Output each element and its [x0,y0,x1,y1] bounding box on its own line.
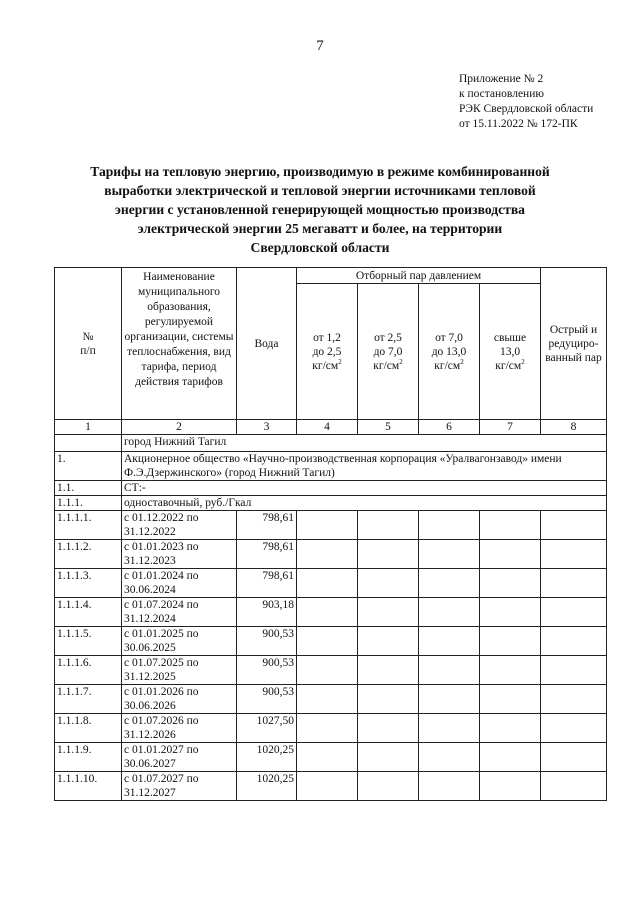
document-title [60,162,580,257]
period: с 01.07.2024 по 31.12.2024 [122,598,237,627]
row-number: 1.1.1. [55,496,122,511]
title-line: энергии с установленной генерирующей мощностью производства [115,202,525,217]
table-row [55,598,607,627]
water-value: 798,61 [237,511,297,540]
row-number: 1.1.1.5. [55,627,122,656]
table-row [55,714,607,743]
tariffs-table [54,267,607,801]
city-name: город Нижний Тагил [122,435,607,452]
column-number: 7 [480,420,541,435]
system-row [55,481,607,496]
row-number: 1.1.1.7. [55,685,122,714]
header-steam-4: свыше 13,0 $кг/см^2$ [480,284,541,420]
header-name: Наименование муниципального образования, регулируемой организации, системы теплоснабжения, вид тарифа, период действия тарифов [122,268,237,420]
city-row [55,435,607,452]
appendix-line: к постановлению [459,88,544,100]
tariff-type-row [55,496,607,511]
table-row [55,685,607,714]
row-number: 1.1.1.9. [55,743,122,772]
column-numbers-row [55,420,607,435]
row-number: 1.1.1.3. [55,569,122,598]
period: с 01.12.2022 по 31.12.2022 [122,511,237,540]
water-value: 798,61 [237,569,297,598]
period: с 01.07.2027 по 31.12.2027 [122,772,237,801]
water-value: 798,61 [237,540,297,569]
table-row [55,511,607,540]
column-number: 6 [419,420,480,435]
period: с 01.07.2025 по 31.12.2025 [122,656,237,685]
column-number: 1 [55,420,122,435]
header-water: Вода [237,268,297,420]
header-steam-group: Отборный пар давлением [297,268,541,284]
period: с 01.01.2023 по 31.12.2023 [122,540,237,569]
row-number: 1. [55,452,122,481]
column-number: 4 [297,420,358,435]
appendix-line: от 15.11.2022 № 172-ПК [459,118,578,130]
row-number: 1.1.1.10. [55,772,122,801]
row-number: 1.1.1.1. [55,511,122,540]
tariff-type: одноставочный, руб./Гкал [122,496,607,511]
water-value: 1020,25 [237,743,297,772]
period: с 01.01.2025 по 30.06.2025 [122,627,237,656]
organization-name: Акционерное общество «Научно-производственная корпорация «Уралвагонзавод» имени Ф.Э.Дзержинского» (город Нижний Тагил) [122,452,607,481]
table-row [55,627,607,656]
title-line: Свердловской области [250,240,390,255]
column-number: 5 [358,420,419,435]
title-line: выработки электрической и тепловой энергии источниками тепловой [104,183,536,198]
column-number: 3 [237,420,297,435]
table-row [55,743,607,772]
row-number: 1.1.1.2. [55,540,122,569]
header-num: № п/п [55,268,122,420]
water-value: 1027,50 [237,714,297,743]
system-name: СТ:- [122,481,607,496]
appendix-line: Приложение № 2 [459,73,544,85]
period: с 01.07.2026 по 31.12.2026 [122,714,237,743]
page-number: 7 [316,38,324,54]
column-number: 2 [122,420,237,435]
organization-row [55,452,607,481]
water-value: 900,53 [237,656,297,685]
title-line: электрической энергии 25 мегаватт и более, на территории [137,221,503,236]
appendix-block [459,72,593,132]
table-row [55,540,607,569]
water-value: 1020,25 [237,772,297,801]
water-value: 900,53 [237,685,297,714]
row-number: 1.1.1.6. [55,656,122,685]
header-steam-3: от 7,0 до 13,0 $кг/см^2$ [419,284,480,420]
title-line: Тарифы на тепловую энергию, производимую в режиме комбинированной [90,164,550,179]
appendix-line: РЭК Свердловской области [459,103,594,115]
water-value: 900,53 [237,627,297,656]
row-number: 1.1.1.8. [55,714,122,743]
water-value: 903,18 [237,598,297,627]
column-number: 8 [541,420,607,435]
period: с 01.01.2024 по 30.06.2024 [122,569,237,598]
table-row [55,569,607,598]
row-number: 1.1. [55,481,122,496]
period: с 01.01.2026 по 30.06.2026 [122,685,237,714]
table-row [55,656,607,685]
period: с 01.01.2027 по 30.06.2027 [122,743,237,772]
header-sharp-steam: Острый и редуциро-ванный пар [541,268,607,420]
header-steam-2: от 2,5 до 7,0 $кг/см^2$ [358,284,419,420]
header-steam-1: от 1,2 до 2,5 $кг/см^2$ [297,284,358,420]
row-number: 1.1.1.4. [55,598,122,627]
table-row [55,772,607,801]
